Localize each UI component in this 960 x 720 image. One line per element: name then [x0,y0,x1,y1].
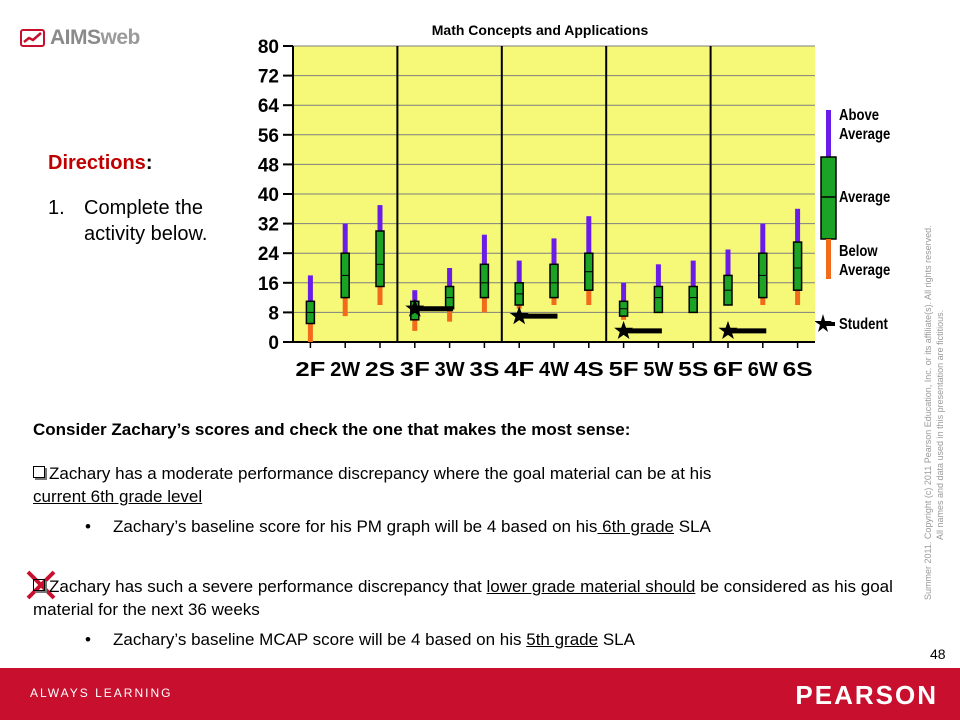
copyright-notice [922,80,946,600]
above-average-bar [482,235,487,265]
option-1-checkbox[interactable] [33,466,45,478]
y-tick-label: 72 [257,66,279,88]
above-average-bar [378,205,383,231]
option-2-underlined: lower grade material should [486,577,696,596]
above-average-bar [343,224,348,254]
option-2-bullet-underlined: 5th grade [526,630,599,649]
x-axis [293,342,815,381]
option-2-bullet [85,630,905,650]
option-2-rest: be considered as his goal material for the next 36 weeks [33,577,893,619]
footer-brand-logo: PEARSON [795,680,938,710]
page-number: 48 [930,646,946,662]
option-1-bullet-after: SLA [674,517,711,536]
above-average-bar [517,261,522,283]
copyright-line-1: Summer 2011. Copyright (c) 2011 Pearson Education, Inc. or its affiliate(s). All rights reserved. [923,225,933,600]
option-2-bullet-after: SLA [598,630,635,649]
aimsweb-logo [20,26,140,50]
option-1-lead: Zachary has a moderate performance discrepancy where the goal material can be at his [49,464,712,483]
above-average-bar [447,268,452,287]
step-number: 1. [48,197,65,219]
below-average-bar [586,290,591,305]
y-tick-label: 48 [257,155,279,177]
directions-heading [48,152,152,175]
above-average-bar [760,224,765,254]
logo-text-aims: AIMS [50,26,101,49]
average-box [794,242,802,290]
legend-above-bar [826,110,831,158]
x-tick-label: 2W [330,359,361,381]
average-box [654,287,662,313]
chart-title: Math Concepts and Applications [431,22,649,38]
answer-option-2[interactable] [33,575,893,621]
option-1-bullet [85,517,905,537]
x-tick-label: 5W [643,359,674,381]
footer-bar [0,668,960,720]
option-2-lead: Zachary has such a severe performance discrepancy that [49,577,482,596]
option-1-underlined: current 6th grade level [33,487,203,506]
average-box [689,287,697,313]
option-2-bullet-before: Zachary’s baseline MCAP score will be 4 based on his [113,630,527,649]
x-tick-label: 4F [504,359,535,381]
bullet-dot: • [85,517,91,536]
below-average-bar [378,287,383,306]
x-tick-label: 2F [295,359,326,381]
y-tick-label: 0 [268,333,279,354]
answer-option-1[interactable] [33,462,893,508]
below-average-bar [552,298,557,305]
x-tick-label: 3S [469,359,500,381]
step-text: Complete the activity below. [84,197,208,245]
above-average-bar [621,283,626,302]
below-average-bar [795,290,800,305]
x-tick-label: 3W [434,359,465,381]
option-1-bullet-underlined: 6th grade [597,517,674,536]
legend-below-bar [826,239,831,279]
x-tick-label: 5S [678,359,709,381]
above-average-bar [586,216,591,253]
legend-below-label: Below Average [839,243,891,279]
directions-colon: : [145,152,153,174]
y-tick-label: 40 [257,185,279,206]
above-average-bar [308,275,313,301]
option-1-bullet-before: Zachary’s baseline score for his PM graph will be 4 based on his [113,517,598,536]
question-prompt: Consider Zachary’s scores and check the one that makes the most sense: [33,420,631,439]
option-2-checkbox[interactable] [33,579,45,591]
box-plot-chart [225,38,815,388]
average-box [376,231,384,287]
y-tick-label: 24 [257,244,279,266]
bullet-dot: • [85,630,91,649]
directions-step-1 [48,195,208,247]
below-average-bar [308,324,313,343]
y-tick-label: 8 [268,303,279,325]
average-box [480,264,488,297]
legend-student-label: Student [839,316,888,333]
x-tick-label: 3F [399,359,430,381]
above-average-bar [795,209,800,242]
y-tick-label: 16 [257,273,279,295]
above-average-bar [656,264,661,286]
x-tick-label: 6F [713,359,743,381]
footer-tagline: ALWAYS LEARNING [30,686,173,700]
x-tick-label: 2S [365,359,395,381]
below-average-bar [482,298,487,313]
below-average-bar [760,298,765,305]
x-tick-label: 5F [608,359,639,381]
x-tick-label: 6W [747,359,778,381]
below-average-bar [343,298,348,317]
y-tick-label: 56 [257,125,279,147]
above-average-bar [726,250,731,276]
legend-above-label: Above Average [839,107,891,143]
y-tick-label: 64 [257,96,279,118]
x-tick-label: 4S [573,359,604,381]
y-tick-label: 80 [257,38,279,58]
copyright-line-2: All names and data used in this presentation are fictitious. [935,309,945,540]
above-average-bar [552,238,557,264]
logo-text [50,26,140,50]
logo-text-web: web [100,26,140,49]
above-average-bar [691,261,696,287]
legend-average-box [821,157,836,239]
legend-average-label: Average [839,189,891,206]
y-tick-label: 32 [257,214,279,236]
x-tick-label: 6S [782,359,813,381]
directions-heading-text: Directions [48,152,146,174]
average-box [550,264,558,297]
chart-legend [815,100,915,350]
aimsweb-logo-icon [20,28,46,48]
below-average-bar [412,320,417,331]
x-tick-label: 4W [539,359,570,381]
y-axis [258,38,293,354]
